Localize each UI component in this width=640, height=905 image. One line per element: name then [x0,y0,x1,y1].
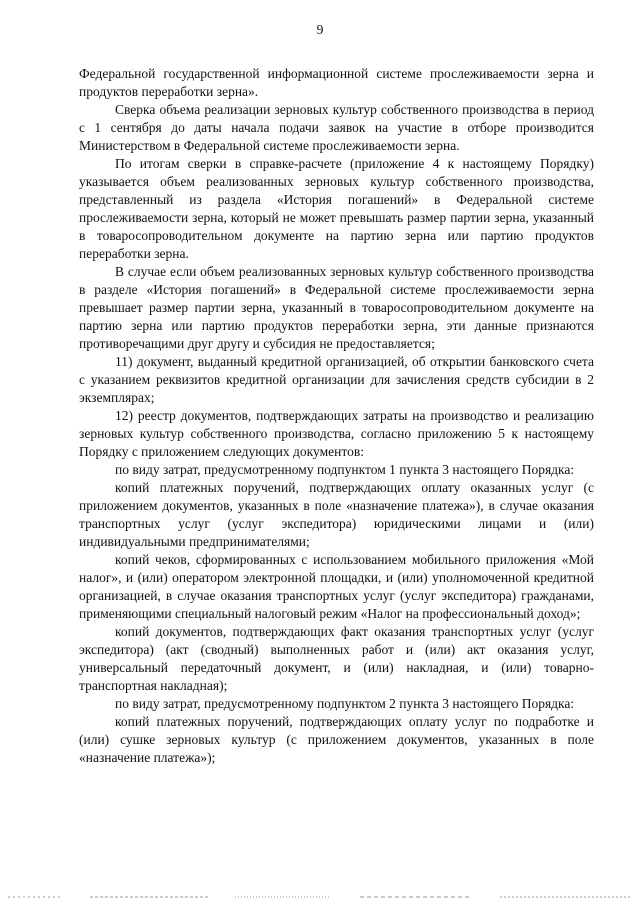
paragraph-receipts: копий чеков, сформированных с использованием мобильного приложения «Мой налог», и (или) оператором электронной площадки, и (или) уполномоченной кредитной организацией, в случае оказания транспортных услуг (услуг экспедитора) гражданами, применяющими специальный налоговый режим «Налог на профессиональный доход»; [79,552,594,621]
paragraph-cost-type-2: по виду затрат, предусмотренному подпунктом 2 пункта 3 настоящего Порядка: [115,696,575,711]
paragraph-reconciliation: Сверка объема реализации зерновых культур собственного производства в период с 1 сентября до даты начала подачи заявок на участие в отборе производится Министерством в Федеральной системе прослеживаемости зерна. [79,102,594,153]
paragraph-transport-documents: копий документов, подтверждающих факт оказания транспортных услуг (услуг экспедитора) (акт (сводный) выполненных работ и (или) акт оказания услуг, универсальный передаточный документ, и (или) накладная, и (или) товарно-транспортная накладная); [79,624,594,693]
paragraph-payment-orders: копий платежных поручений, подтверждающих оплату оказанных услуг (с приложением документов, указанных в поле «назначение платежа»), в случае оказания транспортных услуг (услуг экспедитора) юридическими лицами и (или) индивидуальными предпринимателями; [79,480,594,549]
paragraph-continuation: Федеральной государственной информационной системе прослеживаемости зерна и продуктов переработки зерна». [79,66,594,99]
paragraph-item-11: 11) документ, выданный кредитной организацией, об открытии банковского счета с указанием реквизитов кредитной организации для зачисления средств субсидии в 2 экземплярах; [79,354,594,405]
paragraph-reconciliation-results: По итогам сверки в справке-расчете (приложение 4 к настоящему Порядку) указывается объем реализованных зерновых культур собственного производства, представленный из раздела «История погашений» в Федеральной системе прослеживаемости зерна, который не может превышать размер партии зерна, указанный в товаросопроводительном документе на партию зерна или партию продуктов переработки зерна. [79,156,594,261]
page-number: 9 [316,22,324,37]
paragraph-drying-payments: копий платежных поручений, подтверждающих оплату услуг по подработке и (или) сушке зерновых культур (с приложением документов, указанных в поле «назначение платежа»); [79,714,594,765]
paragraph-item-12: 12) реестр документов, подтверждающих затраты на производство и реализацию зерновых культур собственного производства, согласно приложению 5 к настоящему Порядку с приложением следующих документов: [79,408,594,459]
paragraph-cost-type-1: по виду затрат, предусмотренному подпунктом 1 пункта 3 настоящего Порядка: [115,462,575,477]
scan-edge-marks [0,894,640,900]
paragraph-discrepancy: В случае если объем реализованных зерновых культур собственного производства в разделе «История погашений» в Федеральной системе прослеживаемости зерна превышает размер партии зерна, указанный в товаросопроводительном документе на партию зерна или партию продуктов переработки зерна, эти данные признаются противоречащими друг другу и субсидия не предоставляется; [79,264,594,351]
document-body [79,65,594,767]
